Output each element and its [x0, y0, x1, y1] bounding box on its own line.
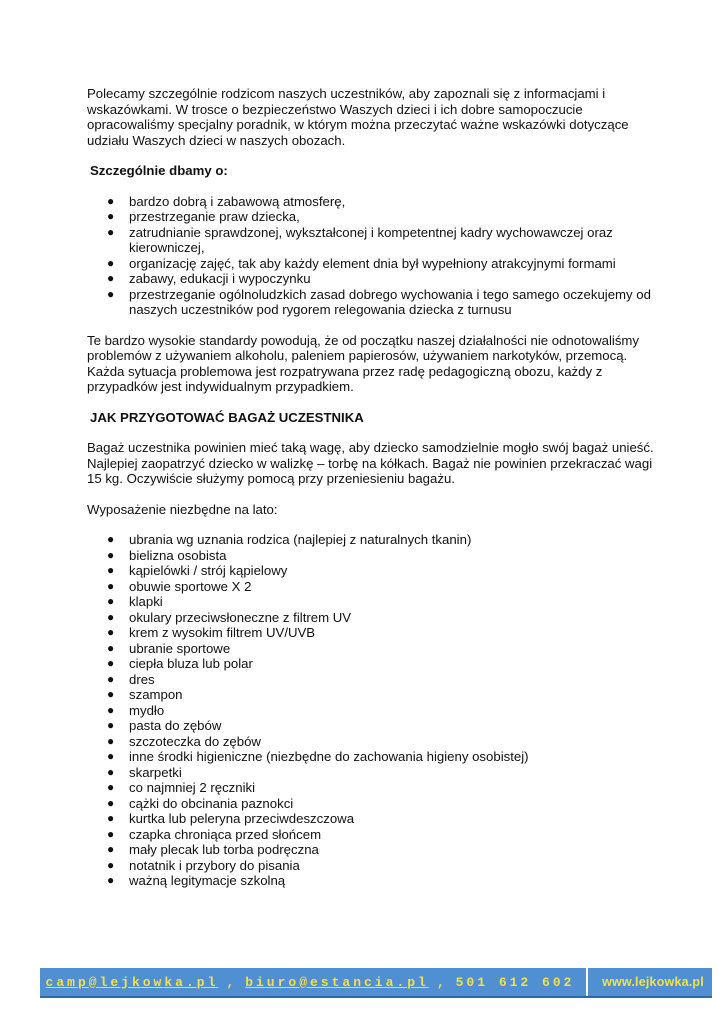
list-item: ● czapka chroniąca przed słońcem: [107, 826, 322, 842]
bullet-icon: ●: [107, 702, 115, 717]
luggage-paragraph: Bagaż uczestnika powinien mieć taką wagę, aby dziecko samodzielnie mogło swój bagaż unieść. Najlepiej zaopatrzyć dziecko w walizkę – torbę na kółkach. Bagaż nie powinien przekraczać wagi 15 kg. Oczywiście służymy pomocą przy przeniesieniu bagażu.: [87, 440, 654, 486]
list-item: ● kurtka lub peleryna przeciwdeszczowa: [107, 811, 355, 826]
list-item: ● obuwie sportowe X 2: [107, 578, 252, 594]
phone-number: 501 612 602: [455, 974, 575, 990]
list-item: ● bielizna osobista: [107, 547, 227, 563]
document-body: [87, 86, 657, 904]
list-item: ● krem z wysokim filtrem UV/UVB: [107, 625, 316, 640]
bullet-icon: ●: [107, 594, 115, 608]
list-item: ● dres: [107, 671, 155, 687]
bullet-icon: ●: [107, 795, 115, 810]
list-item: ● zabawy, edukacji i wypoczynku: [107, 271, 311, 286]
bullet-icon: ●: [107, 857, 115, 872]
email-link-camp[interactable]: camp@lejkowka.pl: [45, 974, 219, 990]
list-item: ● kąpielówki / strój kąpielowy: [107, 563, 288, 578]
intro-paragraph: Polecamy szczególnie rodzicom naszych uczestników, aby zapoznali się z informacjami i wskazówkami. W trosce o bezpieczeństwo Waszych dzieci i ich dobre samopoczucie opracowaliśmy specjalny poradnik, w którym można przeczytać ważne wskazówki dotyczące udziału Waszych dzieci w naszych obozach.: [87, 86, 629, 148]
bullet-icon: ●: [107, 255, 115, 270]
list-item: ● okulary przeciwsłoneczne z filtrem UV: [107, 609, 352, 625]
list-item: ● szampon: [107, 687, 183, 702]
list-item: ● ubrania wg uznania rodzica (najlepiej z naturalnych tkanin): [107, 532, 472, 547]
list-item: ● organizację zajęć, tak aby każdy element dnia był wypełniony atrakcyjnymi formami: [107, 255, 616, 271]
list-item: ● mały plecak lub torba podręczna: [107, 842, 319, 857]
standards-paragraph: Te bardzo wysokie standardy powodują, że od początku naszej działalności nie odnotowaliśmy problemów z używaniem alkoholu, paleniem papierosów, używaniem narkotyków, przemocą. Każda sytuacja problemowa jest rozpatrywana przez radę pedagogiczną obozu, każdy z przypadków jest indywidualnym przypadkiem.: [87, 332, 639, 394]
list-item: ● przestrzeganie praw dziecka,: [107, 209, 300, 224]
list-item: ● bardzo dobrą i zabawową atmosferę,: [107, 193, 346, 209]
bullet-icon: ●: [107, 578, 115, 593]
list-item: ● przestrzeganie ogólnoludzkich zasad dobrego wychowania i tego samego oczekujemy od naszych uczestników pod rygorem relegowania dziecka z turnusu: [107, 286, 651, 317]
care-heading: Szczególnie dbamy o:: [90, 163, 228, 178]
bullet-icon: ●: [107, 209, 115, 223]
bullet-icon: ●: [107, 625, 115, 639]
bullet-icon: ●: [107, 687, 115, 701]
footer-bar: [40, 968, 712, 998]
bullet-icon: ●: [107, 640, 115, 655]
luggage-heading: JAK PRZYGOTOWAĆ BAGAŻ UCZESTNIKA: [90, 409, 364, 425]
bullet-icon: ●: [107, 764, 115, 779]
bullet-icon: ●: [107, 609, 115, 624]
bullet-icon: ●: [107, 749, 115, 763]
bullet-icon: ●: [107, 842, 115, 856]
list-item: ● ważną legitymacje szkolną: [107, 873, 286, 888]
bullet-icon: ●: [107, 671, 115, 686]
list-item: ● szczoteczka do zębów: [107, 733, 261, 749]
bullet-icon: ●: [107, 811, 115, 825]
care-list: [87, 194, 657, 318]
bullet-icon: ●: [107, 718, 115, 732]
list-item: ● ciepła bluza lub polar: [107, 656, 253, 671]
bullet-icon: ●: [107, 656, 115, 670]
footer-separator: ,: [226, 974, 238, 990]
bullet-icon: ●: [107, 224, 115, 239]
bullet-icon: ●: [107, 193, 115, 208]
list-item: ● cążki do obcinania paznokci: [107, 795, 294, 811]
website-link[interactable]: www.lejkowka.pl: [602, 975, 704, 989]
bullet-icon: ●: [107, 286, 115, 301]
bullet-icon: ●: [107, 780, 115, 794]
list-item: ● mydło: [107, 702, 165, 718]
equipment-list: [87, 532, 657, 889]
list-item: ● klapki: [107, 594, 163, 609]
list-item: ● notatnik i przybory do pisania: [107, 857, 300, 873]
list-item: ● co najmniej 2 ręczniki: [107, 780, 256, 795]
footer-divider: [586, 968, 588, 996]
email-link-office[interactable]: biuro@estancia.pl: [245, 974, 429, 990]
list-item: ● inne środki higieniczne (niezbędne do zachowania higieny osobistej): [107, 749, 529, 764]
bullet-icon: ●: [107, 826, 115, 841]
list-item: ● ubranie sportowe: [107, 640, 231, 656]
bullet-icon: ●: [107, 547, 115, 562]
bullet-icon: ●: [107, 873, 115, 887]
list-item: ● skarpetki: [107, 764, 182, 780]
list-item: ● pasta do zębów: [107, 718, 222, 733]
footer-separator: ,: [436, 974, 448, 990]
bullet-icon: ●: [107, 563, 115, 577]
equipment-heading: Wyposażenie niezbędne na lato:: [87, 501, 278, 517]
bullet-icon: ●: [107, 271, 115, 285]
bullet-icon: ●: [107, 532, 115, 546]
list-item: ● zatrudnianie sprawdzonej, wykształconej i kompetentnej kadry wychowawczej oraz kierowniczej,: [107, 224, 613, 255]
bullet-icon: ●: [107, 733, 115, 748]
footer-contacts: [40, 968, 580, 996]
